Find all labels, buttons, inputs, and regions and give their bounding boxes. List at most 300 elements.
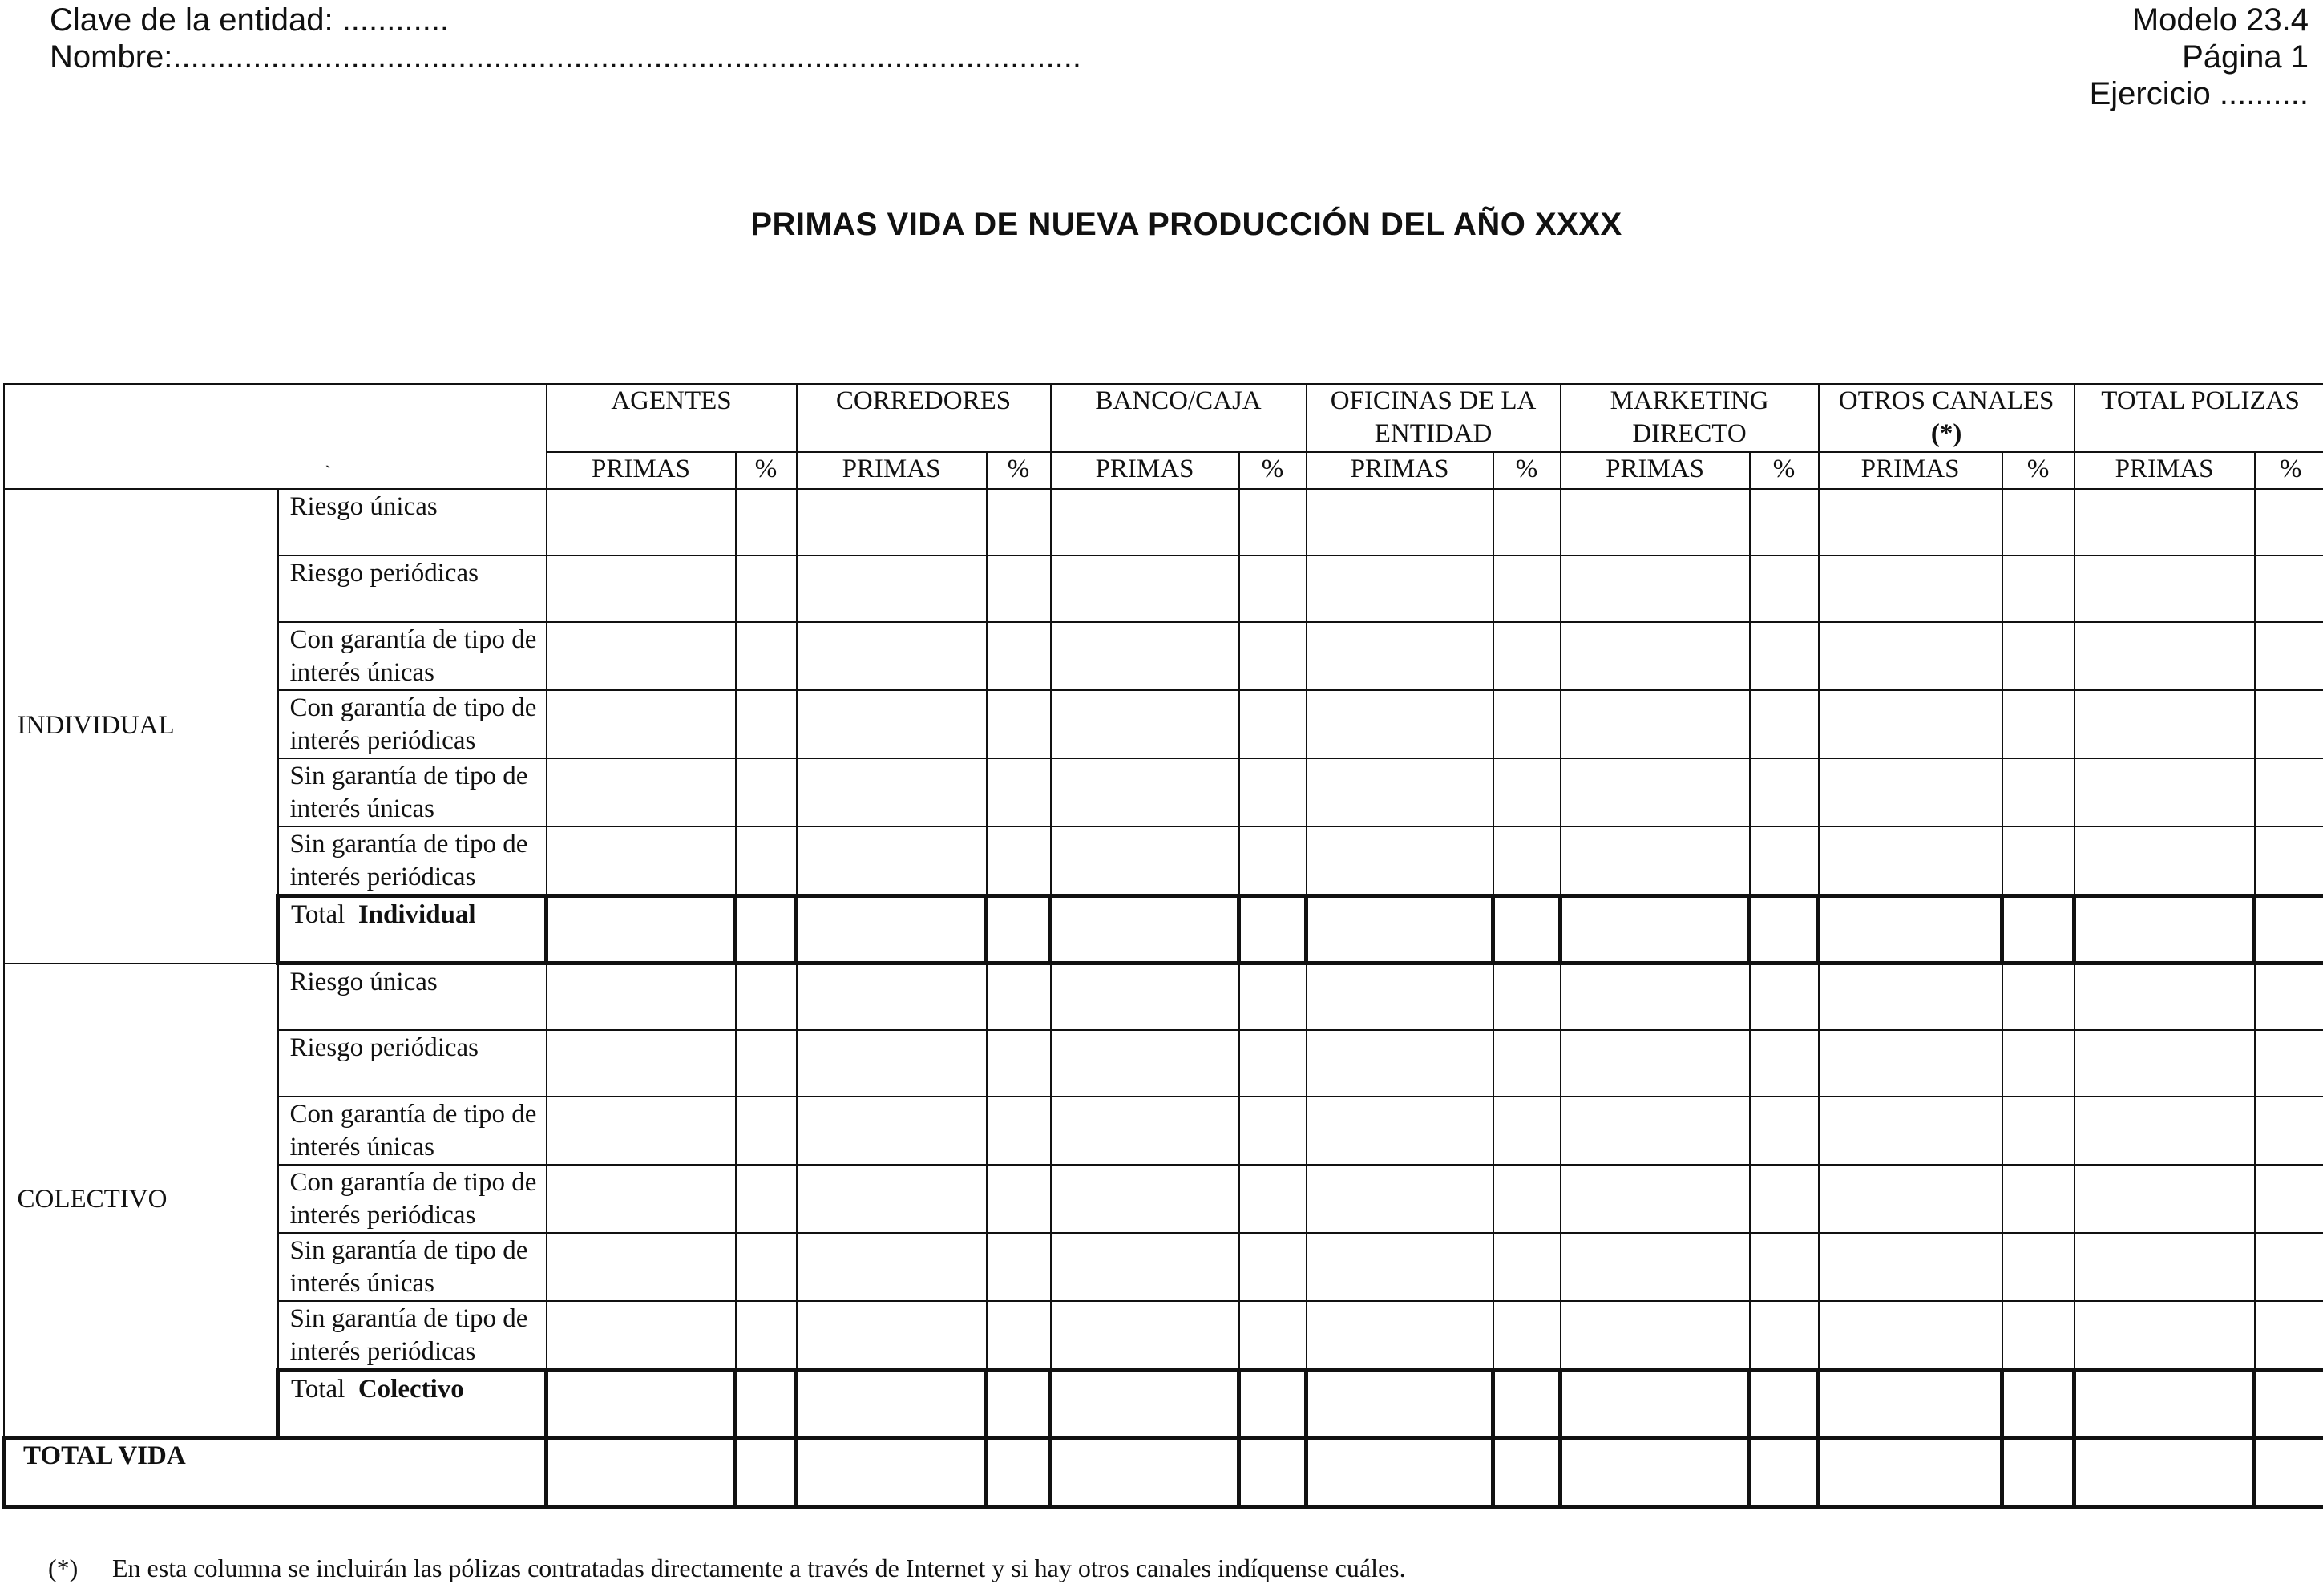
percent-value-cell <box>1239 1301 1307 1371</box>
primas-value-cell <box>1051 1233 1239 1301</box>
channel-header <box>2075 384 2323 452</box>
percent-value-cell <box>2255 758 2323 826</box>
percent-value-cell <box>1239 964 1307 1030</box>
footnote-mark: (*) <box>48 1554 79 1582</box>
table-row <box>4 1097 2323 1165</box>
primas-value-cell <box>1819 1030 2002 1097</box>
percent-value-cell <box>1239 1165 1307 1233</box>
percent-value-cell <box>736 489 797 556</box>
primas-value-cell <box>1819 622 2002 690</box>
primas-value-cell <box>1307 1437 1493 1506</box>
corner-mark: ` <box>325 462 331 482</box>
primas-value-cell <box>1561 489 1750 556</box>
percent-header: % <box>1239 452 1307 489</box>
primas-value-cell <box>2075 1370 2255 1437</box>
primas-value-cell <box>547 758 736 826</box>
primas-value-cell <box>547 964 736 1030</box>
primas-value-cell <box>1051 826 1239 896</box>
primas-value-cell <box>1307 1233 1493 1301</box>
percent-value-cell <box>1750 1233 1819 1301</box>
percent-value-cell <box>987 826 1051 896</box>
primas-value-cell <box>1561 1030 1750 1097</box>
group-total-row <box>4 1370 2323 1437</box>
table-row <box>4 1165 2323 1233</box>
percent-value-cell <box>1493 1370 1561 1437</box>
primas-value-cell <box>547 622 736 690</box>
primas-value-cell <box>1561 758 1750 826</box>
primas-header: PRIMAS <box>1561 452 1750 489</box>
primas-value-cell <box>1307 556 1493 622</box>
primas-value-cell <box>1051 758 1239 826</box>
percent-value-cell <box>736 826 797 896</box>
primas-value-cell <box>2075 1030 2255 1097</box>
primas-header: PRIMAS <box>1307 452 1493 489</box>
primas-header: PRIMAS <box>1819 452 2002 489</box>
group-total-word: Individual <box>358 900 476 929</box>
percent-value-cell <box>736 690 797 758</box>
percent-value-cell <box>987 1437 1051 1506</box>
percent-value-cell <box>987 489 1051 556</box>
percent-value-cell <box>2002 964 2075 1030</box>
row-label-line1: Sin garantía de tipo de <box>289 830 528 859</box>
row-label <box>278 826 547 896</box>
percent-value-cell <box>1750 1030 1819 1097</box>
percent-value-cell <box>1239 1030 1307 1097</box>
table-row <box>4 1301 2323 1371</box>
percent-value-cell <box>1493 622 1561 690</box>
percent-value-cell <box>1750 556 1819 622</box>
row-label <box>278 964 547 1030</box>
channel-header <box>1819 384 2075 452</box>
primas-value-cell <box>1307 826 1493 896</box>
primas-value-cell <box>1561 896 1750 964</box>
entity-info <box>50 2 1081 75</box>
channel-header-line1: BANCO/CAJA <box>1095 386 1262 415</box>
primas-value-cell <box>1051 896 1239 964</box>
percent-value-cell <box>2255 1370 2323 1437</box>
percent-value-cell <box>1750 1370 1819 1437</box>
row-label <box>278 758 547 826</box>
footnote <box>48 1554 1406 1583</box>
row-label-line1: Con garantía de tipo de <box>289 1167 537 1197</box>
row-label-line1: Con garantía de tipo de <box>289 1099 537 1129</box>
premiums-table <box>2 383 2323 1509</box>
page-title: PRIMAS VIDA DE NUEVA PRODUCCIÓN DEL AÑO XXXX <box>750 207 1622 242</box>
primas-value-cell <box>797 758 987 826</box>
entity-name-label: Nombre:...................................................................................................... <box>50 39 1081 75</box>
primas-value-cell <box>1561 826 1750 896</box>
percent-value-cell <box>2255 1233 2323 1301</box>
percent-value-cell <box>987 896 1051 964</box>
primas-value-cell <box>1307 964 1493 1030</box>
primas-value-cell <box>1051 1030 1239 1097</box>
primas-value-cell <box>2075 758 2255 826</box>
fiscal-year-label: Ejercicio .......... <box>2089 76 2309 111</box>
row-label-line1: Sin garantía de tipo de <box>289 1303 528 1333</box>
percent-value-cell <box>2255 556 2323 622</box>
percent-value-cell <box>987 556 1051 622</box>
primas-value-cell <box>2075 826 2255 896</box>
table-row <box>4 489 2323 556</box>
percent-value-cell <box>1750 1301 1819 1371</box>
percent-value-cell <box>1239 690 1307 758</box>
primas-value-cell <box>797 622 987 690</box>
page-number: Página 1 <box>2182 39 2309 75</box>
primas-value-cell <box>1561 1370 1750 1437</box>
percent-value-cell <box>1750 758 1819 826</box>
primas-value-cell <box>1051 489 1239 556</box>
primas-value-cell <box>2075 1165 2255 1233</box>
primas-value-cell <box>1051 1097 1239 1165</box>
percent-value-cell <box>2255 964 2323 1030</box>
primas-value-cell <box>1051 1165 1239 1233</box>
table-row <box>4 1030 2323 1097</box>
percent-value-cell <box>1493 1301 1561 1371</box>
channel-header <box>1561 384 1819 452</box>
primas-value-cell <box>1307 1165 1493 1233</box>
row-label-line1: Riesgo únicas <box>289 492 438 521</box>
primas-value-cell <box>1561 622 1750 690</box>
percent-value-cell <box>987 1301 1051 1371</box>
primas-value-cell <box>1307 489 1493 556</box>
row-label <box>278 556 547 622</box>
channel-header-line2: DIRECTO <box>1632 419 1747 448</box>
group-total-prefix: Total <box>291 1374 358 1404</box>
primas-value-cell <box>1051 1301 1239 1371</box>
percent-value-cell <box>1239 489 1307 556</box>
primas-value-cell <box>797 556 987 622</box>
percent-value-cell <box>2002 1301 2075 1371</box>
form-info <box>2090 2 2309 112</box>
primas-value-cell <box>2075 489 2255 556</box>
percent-value-cell <box>736 556 797 622</box>
primas-header: PRIMAS <box>2075 452 2255 489</box>
percent-value-cell <box>2255 826 2323 896</box>
percent-header: % <box>1493 452 1561 489</box>
table-row <box>4 690 2323 758</box>
percent-value-cell <box>2002 1370 2075 1437</box>
row-label <box>278 1030 547 1097</box>
primas-value-cell <box>1561 1165 1750 1233</box>
primas-value-cell <box>547 1437 736 1506</box>
primas-value-cell <box>2075 622 2255 690</box>
primas-value-cell <box>2075 964 2255 1030</box>
primas-value-cell <box>1051 1370 1239 1437</box>
percent-header: % <box>987 452 1051 489</box>
percent-value-cell <box>2002 896 2075 964</box>
channel-header <box>547 384 797 452</box>
primas-value-cell <box>547 1301 736 1371</box>
percent-value-cell <box>2002 1165 2075 1233</box>
group-total-word: Colectivo <box>358 1374 464 1404</box>
percent-value-cell <box>1750 896 1819 964</box>
channel-header <box>1307 384 1561 452</box>
primas-value-cell <box>1307 758 1493 826</box>
percent-value-cell <box>2002 1233 2075 1301</box>
row-label <box>278 1233 547 1301</box>
primas-value-cell <box>1307 622 1493 690</box>
primas-value-cell <box>1819 1437 2002 1506</box>
table-row <box>4 622 2323 690</box>
header-row-channels <box>4 384 2323 452</box>
primas-value-cell <box>2075 690 2255 758</box>
primas-value-cell <box>1561 556 1750 622</box>
percent-value-cell <box>2255 1097 2323 1165</box>
percent-value-cell <box>2002 758 2075 826</box>
row-label-line2: interés periódicas <box>289 863 476 891</box>
percent-value-cell <box>1750 826 1819 896</box>
primas-value-cell <box>1307 896 1493 964</box>
percent-value-cell <box>2255 1165 2323 1233</box>
primas-value-cell <box>797 964 987 1030</box>
percent-value-cell <box>1493 1165 1561 1233</box>
percent-value-cell <box>1239 1233 1307 1301</box>
percent-value-cell <box>1493 690 1561 758</box>
percent-value-cell <box>2002 556 2075 622</box>
primas-header: PRIMAS <box>797 452 987 489</box>
percent-value-cell <box>1239 1097 1307 1165</box>
channel-header <box>1051 384 1307 452</box>
percent-value-cell <box>1493 964 1561 1030</box>
row-label-line2: interés únicas <box>289 1132 435 1162</box>
row-label <box>278 622 547 690</box>
percent-value-cell <box>2002 1097 2075 1165</box>
row-label-line1: Riesgo periódicas <box>289 559 479 588</box>
primas-value-cell <box>797 489 987 556</box>
grand-total-label: TOTAL VIDA <box>4 1437 547 1506</box>
primas-value-cell <box>797 826 987 896</box>
primas-value-cell <box>2075 1301 2255 1371</box>
row-label-line2: interés periódicas <box>289 1336 476 1366</box>
primas-value-cell <box>1819 489 2002 556</box>
percent-value-cell <box>1493 758 1561 826</box>
channel-header-line2: (*) <box>1930 419 1962 448</box>
table-row <box>4 826 2323 896</box>
primas-value-cell <box>1561 690 1750 758</box>
percent-header: % <box>2002 452 2075 489</box>
primas-value-cell <box>1307 1301 1493 1371</box>
table-row <box>4 758 2323 826</box>
primas-value-cell <box>547 489 736 556</box>
grand-total-row <box>4 1437 2323 1506</box>
percent-value-cell <box>1493 826 1561 896</box>
primas-value-cell <box>1307 1030 1493 1097</box>
channel-header-line2: ENTIDAD <box>1374 419 1493 448</box>
percent-value-cell <box>2255 622 2323 690</box>
primas-value-cell <box>2075 896 2255 964</box>
percent-value-cell <box>736 1370 797 1437</box>
primas-value-cell <box>547 690 736 758</box>
percent-value-cell <box>2255 1301 2323 1371</box>
channel-header-line1: CORREDORES <box>835 386 1012 415</box>
percent-value-cell <box>1493 489 1561 556</box>
channel-header-line1: TOTAL POLIZAS <box>2101 386 2300 415</box>
group-total-prefix: Total <box>291 900 358 929</box>
primas-value-cell <box>1819 1165 2002 1233</box>
primas-value-cell <box>1561 1233 1750 1301</box>
primas-value-cell <box>547 896 736 964</box>
primas-value-cell <box>1819 1301 2002 1371</box>
channel-header <box>797 384 1051 452</box>
percent-value-cell <box>2002 1437 2075 1506</box>
primas-header: PRIMAS <box>547 452 736 489</box>
percent-value-cell <box>736 622 797 690</box>
percent-value-cell <box>2255 489 2323 556</box>
percent-value-cell <box>2255 1437 2323 1506</box>
primas-value-cell <box>547 1233 736 1301</box>
primas-header: PRIMAS <box>1051 452 1239 489</box>
row-label <box>278 1165 547 1233</box>
percent-value-cell <box>987 758 1051 826</box>
row-label-line1: Con garantía de tipo de <box>289 625 537 654</box>
percent-value-cell <box>1239 556 1307 622</box>
percent-value-cell <box>2002 622 2075 690</box>
percent-value-cell <box>736 1233 797 1301</box>
row-label <box>278 690 547 758</box>
percent-value-cell <box>1493 1233 1561 1301</box>
primas-value-cell <box>2075 1097 2255 1165</box>
channel-header-line1: OFICINAS DE LA <box>1330 386 1537 415</box>
percent-value-cell <box>2255 1030 2323 1097</box>
percent-header: % <box>1750 452 1819 489</box>
primas-value-cell <box>1819 690 2002 758</box>
row-label-line2: interés periódicas <box>289 1200 476 1230</box>
percent-value-cell <box>1750 964 1819 1030</box>
percent-value-cell <box>987 1165 1051 1233</box>
percent-value-cell <box>736 1301 797 1371</box>
group-total-label <box>278 896 547 964</box>
percent-value-cell <box>1239 622 1307 690</box>
percent-value-cell <box>987 690 1051 758</box>
row-label-line1: Con garantía de tipo de <box>289 693 537 722</box>
percent-value-cell <box>1750 622 1819 690</box>
table-row <box>4 556 2323 622</box>
percent-value-cell <box>987 1097 1051 1165</box>
row-label-line1: Riesgo únicas <box>289 968 438 996</box>
primas-value-cell <box>797 1165 987 1233</box>
row-label-line1: Sin garantía de tipo de <box>289 1235 528 1265</box>
primas-value-cell <box>1561 964 1750 1030</box>
primas-value-cell <box>1051 964 1239 1030</box>
percent-value-cell <box>736 1030 797 1097</box>
percent-value-cell <box>987 1030 1051 1097</box>
primas-value-cell <box>1819 896 2002 964</box>
table-row <box>4 1233 2323 1301</box>
primas-value-cell <box>2075 1233 2255 1301</box>
primas-value-cell <box>2075 1437 2255 1506</box>
percent-value-cell <box>1239 758 1307 826</box>
row-label <box>278 1097 547 1165</box>
primas-value-cell <box>547 1097 736 1165</box>
table-row <box>4 964 2323 1030</box>
row-label-line2: interés únicas <box>289 658 435 687</box>
percent-value-cell <box>1750 1165 1819 1233</box>
percent-header: % <box>736 452 797 489</box>
primas-value-cell <box>547 1030 736 1097</box>
percent-value-cell <box>1239 826 1307 896</box>
primas-value-cell <box>547 1370 736 1437</box>
primas-value-cell <box>1307 1370 1493 1437</box>
primas-value-cell <box>1819 1370 2002 1437</box>
entity-code-label: Clave de la entidad: ............ <box>50 2 450 38</box>
primas-value-cell <box>2075 556 2255 622</box>
primas-value-cell <box>1819 1233 2002 1301</box>
primas-value-cell <box>1819 964 2002 1030</box>
percent-value-cell <box>2255 896 2323 964</box>
channel-header-line1: OTROS CANALES <box>1838 386 2054 415</box>
percent-value-cell <box>1493 1097 1561 1165</box>
percent-value-cell <box>1750 1437 1819 1506</box>
primas-value-cell <box>797 1301 987 1371</box>
percent-header: % <box>2255 452 2323 489</box>
row-label <box>278 489 547 556</box>
percent-value-cell <box>987 622 1051 690</box>
primas-value-cell <box>1051 622 1239 690</box>
percent-value-cell <box>987 1370 1051 1437</box>
percent-value-cell <box>2002 690 2075 758</box>
percent-value-cell <box>1493 1030 1561 1097</box>
row-label <box>278 1301 547 1371</box>
row-label-line2: interés únicas <box>289 794 435 823</box>
primas-value-cell <box>797 896 987 964</box>
percent-value-cell <box>1239 896 1307 964</box>
primas-value-cell <box>547 826 736 896</box>
percent-value-cell <box>1493 1437 1561 1506</box>
primas-value-cell <box>1819 758 2002 826</box>
group-label: COLECTIVO <box>4 964 278 1438</box>
percent-value-cell <box>987 1233 1051 1301</box>
primas-value-cell <box>1051 556 1239 622</box>
primas-value-cell <box>1561 1301 1750 1371</box>
primas-value-cell <box>547 556 736 622</box>
percent-value-cell <box>736 964 797 1030</box>
primas-value-cell <box>1561 1097 1750 1165</box>
percent-value-cell <box>736 1165 797 1233</box>
percent-value-cell <box>2002 489 2075 556</box>
primas-value-cell <box>797 690 987 758</box>
percent-value-cell <box>736 896 797 964</box>
primas-value-cell <box>797 1370 987 1437</box>
percent-value-cell <box>736 758 797 826</box>
primas-value-cell <box>797 1097 987 1165</box>
group-total-row <box>4 896 2323 964</box>
percent-value-cell <box>1750 1097 1819 1165</box>
percent-value-cell <box>2002 1030 2075 1097</box>
primas-value-cell <box>797 1030 987 1097</box>
model-number: Modelo 23.4 <box>2131 2 2309 38</box>
row-label-line1: Riesgo periódicas <box>289 1032 479 1062</box>
group-total-label <box>278 1370 547 1437</box>
percent-value-cell <box>1493 556 1561 622</box>
percent-value-cell <box>2002 826 2075 896</box>
primas-value-cell <box>1051 690 1239 758</box>
percent-value-cell <box>2255 690 2323 758</box>
percent-value-cell <box>1493 896 1561 964</box>
primas-value-cell <box>1819 556 2002 622</box>
percent-value-cell <box>1750 690 1819 758</box>
primas-value-cell <box>797 1233 987 1301</box>
percent-value-cell <box>736 1437 797 1506</box>
primas-value-cell <box>1819 826 2002 896</box>
primas-value-cell <box>1307 690 1493 758</box>
primas-value-cell <box>1051 1437 1239 1506</box>
primas-value-cell <box>1561 1437 1750 1506</box>
channel-header-line1: MARKETING <box>1610 386 1769 415</box>
percent-value-cell <box>1750 489 1819 556</box>
percent-value-cell <box>1239 1437 1307 1506</box>
primas-value-cell <box>1819 1097 2002 1165</box>
primas-value-cell <box>797 1437 987 1506</box>
